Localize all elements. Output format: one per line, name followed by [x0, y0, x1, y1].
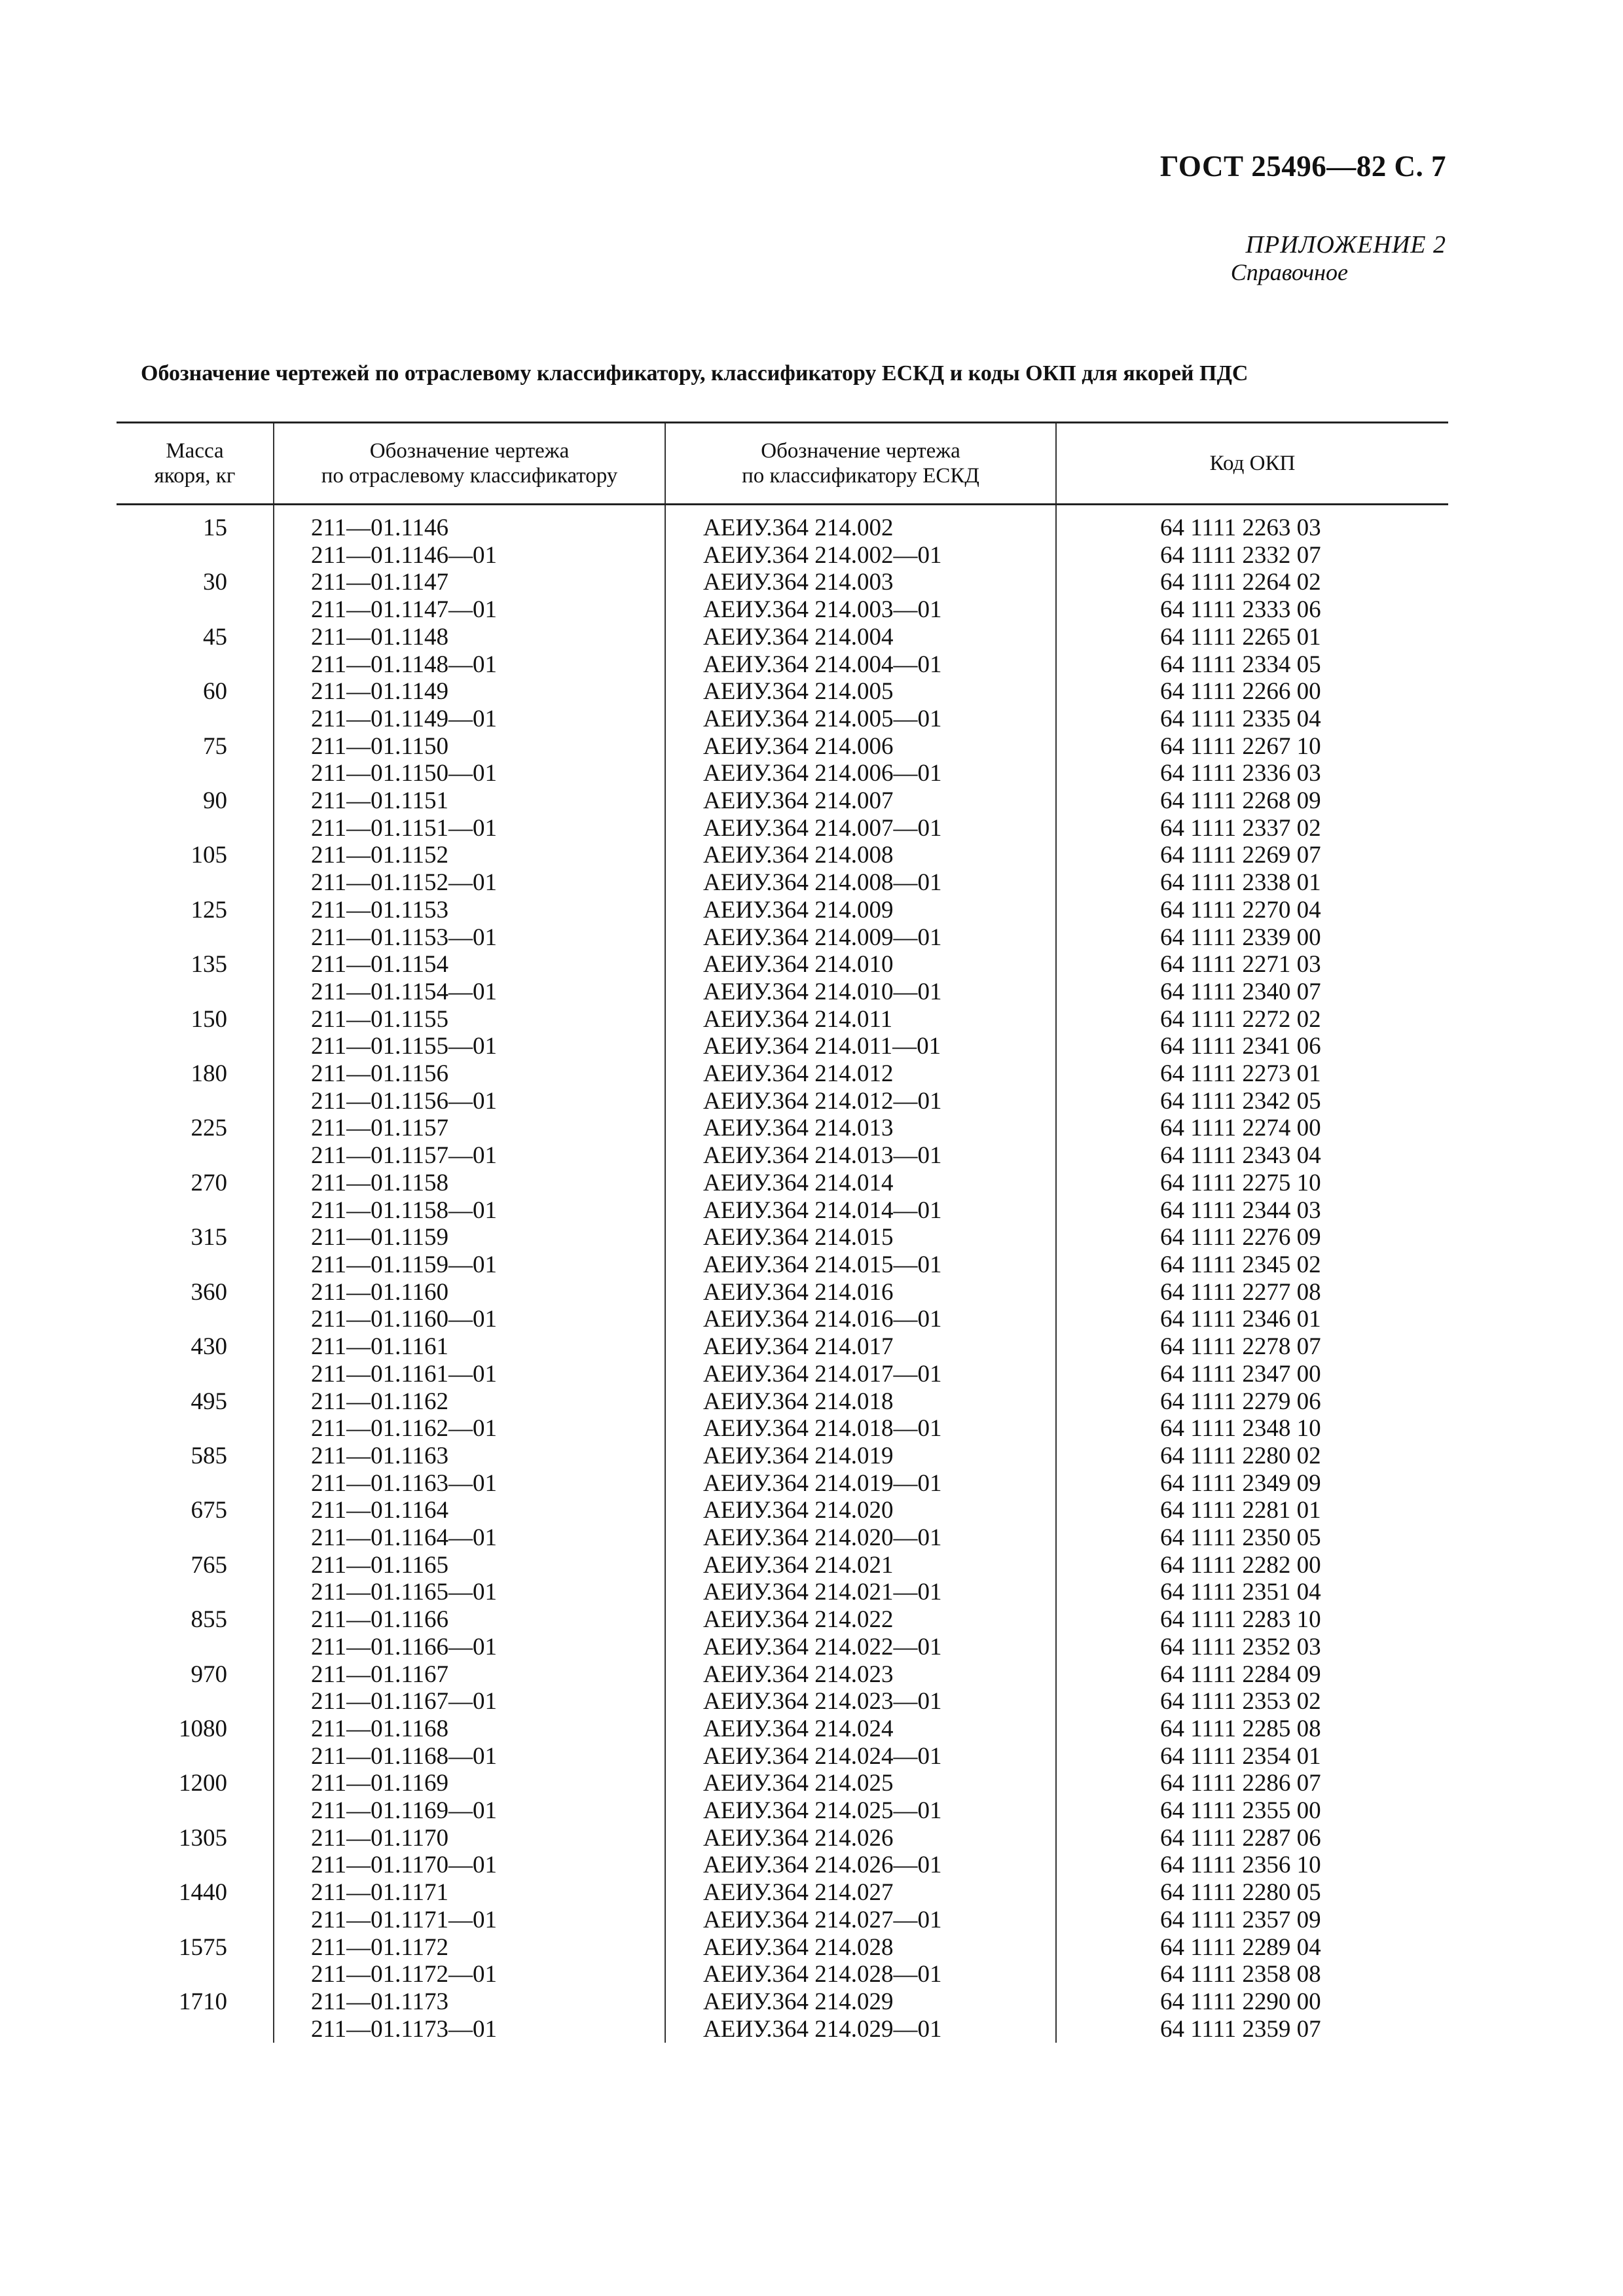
cell-mass: 855 — [191, 1606, 227, 1634]
cell-branch-designation: 211—01.1166 — [274, 1606, 665, 1634]
cell-branch-designation: 211—01.1147—01 — [274, 596, 665, 624]
cell-branch-designation: 211—01.1151—01 — [274, 815, 665, 842]
table-row — [117, 1415, 1448, 1443]
table-row — [117, 1115, 1448, 1142]
cell-okp-code: 64 1111 2351 04 — [1056, 1579, 1448, 1606]
cell-mass — [117, 1524, 274, 1552]
cell-branch-designation: 211—01.1164—01 — [274, 1524, 665, 1552]
cell-branch-designation: 211—01.1166—01 — [274, 1634, 665, 1661]
cell-mass: 15 — [203, 514, 227, 541]
cell-mass: 1440 — [179, 1879, 227, 1907]
table-row — [117, 624, 1448, 651]
cell-eskd-designation: АЕИУ.364 214.011—01 — [665, 1033, 1056, 1060]
cell-okp-code: 64 1111 2345 02 — [1056, 1251, 1448, 1279]
cell-eskd-designation: АЕИУ.364 214.023 — [665, 1661, 1056, 1689]
cell-okp-code: 64 1111 2343 04 — [1056, 1142, 1448, 1170]
header-line: по отраслевому классификатору — [321, 464, 618, 488]
cell-okp-code: 64 1111 2339 00 — [1056, 924, 1448, 952]
cell-branch-designation: 211—01.1153 — [274, 897, 665, 924]
cell-okp-code: 64 1111 2280 05 — [1056, 1879, 1448, 1907]
cell-okp-code: 64 1111 2342 05 — [1056, 1088, 1448, 1115]
cell-branch-designation: 211—01.1162 — [274, 1388, 665, 1416]
table-row — [117, 733, 1448, 761]
cell-eskd-designation: АЕИУ.364 214.009—01 — [665, 924, 1056, 952]
cell-branch-designation: 211—01.1154 — [274, 951, 665, 978]
table-row — [117, 1251, 1448, 1279]
cell-eskd-designation: АЕИУ.364 214.017—01 — [665, 1361, 1056, 1388]
cell-mass: 1710 — [179, 1988, 227, 2015]
cell-branch-designation: 211—01.1169—01 — [274, 1797, 665, 1825]
table-row — [117, 924, 1448, 952]
cell-branch-designation: 211—01.1161—01 — [274, 1361, 665, 1388]
cell-branch-designation: 211—01.1170 — [274, 1825, 665, 1852]
cell-eskd-designation: АЕИУ.364 214.002—01 — [665, 542, 1056, 569]
cell-okp-code: 64 1111 2340 07 — [1056, 978, 1448, 1006]
cell-okp-code: 64 1111 2289 04 — [1056, 1934, 1448, 1962]
cell-mass — [117, 1907, 274, 1934]
cell-mass — [117, 869, 274, 897]
cell-eskd-designation: АЕИУ.364 214.028—01 — [665, 1961, 1056, 1988]
cell-okp-code: 64 1111 2336 03 — [1056, 760, 1448, 787]
cell-mass — [117, 1415, 274, 1443]
cell-eskd-designation: АЕИУ.364 214.008 — [665, 842, 1056, 869]
cell-eskd-designation: АЕИУ.364 214.006—01 — [665, 760, 1056, 787]
cell-eskd-designation: АЕИУ.364 214.018—01 — [665, 1415, 1056, 1443]
cell-eskd-designation: АЕИУ.364 214.020—01 — [665, 1524, 1056, 1552]
cell-okp-code: 64 1111 2278 07 — [1056, 1333, 1448, 1361]
cell-branch-designation: 211—01.1172—01 — [274, 1961, 665, 1988]
cell-okp-code: 64 1111 2337 02 — [1056, 815, 1448, 842]
cell-eskd-designation: АЕИУ.364 214.007 — [665, 787, 1056, 815]
cell-mass: 150 — [191, 1005, 227, 1033]
cell-branch-designation: 211—01.1151 — [274, 787, 665, 815]
cell-branch-designation: 211—01.1170—01 — [274, 1852, 665, 1879]
cell-okp-code: 64 1111 2355 00 — [1056, 1797, 1448, 1825]
cell-mass — [117, 1634, 274, 1661]
cell-mass: 315 — [191, 1224, 227, 1251]
cell-branch-designation: 211—01.1173 — [274, 1988, 665, 2016]
cell-mass — [117, 760, 274, 787]
table-row — [117, 542, 1448, 569]
cell-eskd-designation: АЕИУ.364 214.018 — [665, 1388, 1056, 1416]
cell-okp-code: 64 1111 2349 09 — [1056, 1470, 1448, 1498]
table-row — [117, 1825, 1448, 1852]
table-row — [117, 1170, 1448, 1197]
cell-branch-designation: 211—01.1150 — [274, 733, 665, 761]
cell-okp-code: 64 1111 2286 07 — [1056, 1770, 1448, 1797]
cell-mass: 675 — [191, 1497, 227, 1524]
cell-eskd-designation: АЕИУ.364 214.002 — [665, 514, 1056, 542]
table-row — [117, 1988, 1448, 2016]
cell-okp-code: 64 1111 2268 09 — [1056, 787, 1448, 815]
cell-okp-code: 64 1111 2353 02 — [1056, 1688, 1448, 1715]
table-row — [117, 787, 1448, 815]
cell-mass — [117, 1251, 274, 1279]
table-row — [117, 1606, 1448, 1634]
cell-mass — [117, 2016, 274, 2043]
cell-okp-code: 64 1111 2346 01 — [1056, 1306, 1448, 1333]
cell-eskd-designation: АЕИУ.364 214.015—01 — [665, 1251, 1056, 1279]
cell-branch-designation: 211—01.1163 — [274, 1443, 665, 1470]
table-row — [117, 1443, 1448, 1470]
cell-eskd-designation: АЕИУ.364 214.014 — [665, 1170, 1056, 1197]
document-id: ГОСТ 25496—82 С. 7 — [1159, 150, 1446, 183]
cell-mass: 105 — [191, 842, 227, 869]
cell-eskd-designation: АЕИУ.364 214.010 — [665, 951, 1056, 978]
table-row — [117, 1688, 1448, 1715]
cell-eskd-designation: АЕИУ.364 214.011 — [665, 1006, 1056, 1033]
cell-okp-code: 64 1111 2357 09 — [1056, 1907, 1448, 1934]
cell-okp-code: 64 1111 2332 07 — [1056, 542, 1448, 569]
table-row — [117, 1197, 1448, 1225]
table-row — [117, 651, 1448, 679]
cell-mass: 1575 — [179, 1933, 227, 1961]
cell-branch-designation: 211—01.1157—01 — [274, 1142, 665, 1170]
cell-mass — [117, 596, 274, 624]
cell-okp-code: 64 1111 2356 10 — [1056, 1852, 1448, 1879]
cell-branch-designation: 211—01.1154—01 — [274, 978, 665, 1006]
cell-branch-designation: 211—01.1153—01 — [274, 924, 665, 952]
cell-branch-designation: 211—01.1152 — [274, 842, 665, 869]
cell-mass: 125 — [191, 896, 227, 924]
cell-eskd-designation: АЕИУ.364 214.014—01 — [665, 1197, 1056, 1225]
cell-mass: 135 — [191, 951, 227, 978]
table-row — [117, 1961, 1448, 1988]
cell-mass: 765 — [191, 1551, 227, 1579]
cell-branch-designation: 211—01.1158 — [274, 1170, 665, 1197]
cell-eskd-designation: АЕИУ.364 214.005—01 — [665, 706, 1056, 733]
cell-okp-code: 64 1111 2352 03 — [1056, 1634, 1448, 1661]
cell-okp-code: 64 1111 2348 10 — [1056, 1415, 1448, 1443]
cell-eskd-designation: АЕИУ.364 214.006 — [665, 733, 1056, 761]
cell-mass: 360 — [191, 1278, 227, 1306]
table-row — [117, 1470, 1448, 1498]
cell-mass — [117, 1088, 274, 1115]
header-spacer — [117, 505, 1448, 515]
cell-mass — [117, 651, 274, 679]
cell-okp-code: 64 1111 2341 06 — [1056, 1033, 1448, 1060]
cell-branch-designation: 211—01.1158—01 — [274, 1197, 665, 1225]
table-row — [117, 1907, 1448, 1934]
cell-eskd-designation: АЕИУ.364 214.026 — [665, 1825, 1056, 1852]
cell-mass — [117, 1033, 274, 1060]
table-row — [117, 1715, 1448, 1743]
table-row — [117, 1361, 1448, 1388]
cell-eskd-designation: АЕИУ.364 214.019 — [665, 1443, 1056, 1470]
header-line: якоря, кг — [154, 464, 236, 488]
cell-mass — [117, 815, 274, 842]
header-branch-designation — [274, 423, 665, 505]
header-mass — [117, 423, 274, 505]
table-row — [117, 815, 1448, 842]
cell-eskd-designation: АЕИУ.364 214.012—01 — [665, 1088, 1056, 1115]
cell-mass: 970 — [191, 1660, 227, 1688]
cell-okp-code: 64 1111 2267 10 — [1056, 733, 1448, 761]
cell-eskd-designation: АЕИУ.364 214.024—01 — [665, 1743, 1056, 1770]
cell-mass: 90 — [203, 787, 227, 815]
cell-okp-code: 64 1111 2265 01 — [1056, 624, 1448, 651]
cell-eskd-designation: АЕИУ.364 214.004 — [665, 624, 1056, 651]
cell-branch-designation: 211—01.1160 — [274, 1279, 665, 1306]
cell-eskd-designation: АЕИУ.364 214.022 — [665, 1606, 1056, 1634]
cell-mass — [117, 542, 274, 569]
cell-eskd-designation: АЕИУ.364 214.029—01 — [665, 2016, 1056, 2043]
table-row — [117, 1634, 1448, 1661]
cell-eskd-designation: АЕИУ.364 214.009 — [665, 897, 1056, 924]
cell-branch-designation: 211—01.1164 — [274, 1497, 665, 1524]
cell-mass — [117, 1579, 274, 1606]
cell-eskd-designation: АЕИУ.364 214.028 — [665, 1934, 1056, 1962]
table-row — [117, 706, 1448, 733]
cell-okp-code: 64 1111 2273 01 — [1056, 1060, 1448, 1088]
table-row — [117, 1852, 1448, 1879]
cell-okp-code: 64 1111 2279 06 — [1056, 1388, 1448, 1416]
table-row — [117, 1333, 1448, 1361]
table-row — [117, 1060, 1448, 1088]
cell-okp-code: 64 1111 2266 00 — [1056, 678, 1448, 706]
cell-mass — [117, 1852, 274, 1879]
cell-okp-code: 64 1111 2344 03 — [1056, 1197, 1448, 1225]
cell-mass: 45 — [203, 623, 227, 651]
cell-mass — [117, 1961, 274, 1988]
cell-branch-designation: 211—01.1156 — [274, 1060, 665, 1088]
cell-okp-code: 64 1111 2287 06 — [1056, 1825, 1448, 1852]
cell-eskd-designation: АЕИУ.364 214.025 — [665, 1770, 1056, 1797]
cell-okp-code: 64 1111 2271 03 — [1056, 951, 1448, 978]
header-eskd-designation — [665, 423, 1056, 505]
cell-eskd-designation: АЕИУ.364 214.012 — [665, 1060, 1056, 1088]
cell-okp-code: 64 1111 2334 05 — [1056, 651, 1448, 679]
table-body — [117, 514, 1448, 2043]
table-row — [117, 1388, 1448, 1416]
cell-eskd-designation: АЕИУ.364 214.025—01 — [665, 1797, 1056, 1825]
table-row — [117, 1224, 1448, 1251]
cell-branch-designation: 211—01.1168 — [274, 1715, 665, 1743]
appendix-type: Справочное — [1230, 259, 1348, 285]
header-line: Обозначение чертежа — [761, 439, 960, 463]
cell-okp-code: 64 1111 2275 10 — [1056, 1170, 1448, 1197]
cell-eskd-designation: АЕИУ.364 214.003 — [665, 569, 1056, 596]
anchor-table — [117, 422, 1448, 2043]
cell-eskd-designation: АЕИУ.364 214.008—01 — [665, 869, 1056, 897]
appendix-label: ПРИЛОЖЕНИЕ 2 — [1245, 231, 1446, 259]
table-row — [117, 1006, 1448, 1033]
cell-eskd-designation: АЕИУ.364 214.021—01 — [665, 1579, 1056, 1606]
cell-okp-code: 64 1111 2285 08 — [1056, 1715, 1448, 1743]
cell-okp-code: 64 1111 2284 09 — [1056, 1661, 1448, 1689]
cell-branch-designation: 211—01.1149 — [274, 678, 665, 706]
cell-eskd-designation: АЕИУ.364 214.022—01 — [665, 1634, 1056, 1661]
cell-eskd-designation: АЕИУ.364 214.029 — [665, 1988, 1056, 2016]
cell-okp-code: 64 1111 2358 08 — [1056, 1961, 1448, 1988]
cell-mass: 270 — [191, 1169, 227, 1196]
cell-mass: 30 — [203, 569, 227, 596]
cell-branch-designation: 211—01.1146 — [274, 514, 665, 542]
cell-mass — [117, 924, 274, 952]
cell-mass: 180 — [191, 1060, 227, 1088]
cell-eskd-designation: АЕИУ.364 214.016—01 — [665, 1306, 1056, 1333]
cell-eskd-designation: АЕИУ.364 214.004—01 — [665, 651, 1056, 679]
cell-mass — [117, 1797, 274, 1825]
header-line: Масса — [166, 439, 224, 463]
cell-mass — [117, 1361, 274, 1388]
cell-mass — [117, 1197, 274, 1225]
cell-eskd-designation: АЕИУ.364 214.024 — [665, 1715, 1056, 1743]
cell-mass: 225 — [191, 1115, 227, 1142]
table-row — [117, 569, 1448, 596]
table-row — [117, 678, 1448, 706]
table-row — [117, 951, 1448, 978]
table-row — [117, 897, 1448, 924]
cell-eskd-designation: АЕИУ.364 214.016 — [665, 1279, 1056, 1306]
cell-okp-code: 64 1111 2277 08 — [1056, 1279, 1448, 1306]
cell-mass — [117, 1470, 274, 1498]
table-row — [117, 514, 1448, 542]
cell-branch-designation: 211—01.1157 — [274, 1115, 665, 1142]
table-row — [117, 1524, 1448, 1552]
cell-mass — [117, 1306, 274, 1333]
cell-branch-designation: 211—01.1155—01 — [274, 1033, 665, 1060]
table-row — [117, 1033, 1448, 1060]
cell-eskd-designation: АЕИУ.364 214.017 — [665, 1333, 1056, 1361]
table-row — [117, 1661, 1448, 1689]
table-row — [117, 596, 1448, 624]
cell-okp-code: 64 1111 2359 07 — [1056, 2016, 1448, 2043]
table-row — [117, 1879, 1448, 1907]
cell-branch-designation: 211—01.1149—01 — [274, 706, 665, 733]
cell-branch-designation: 211—01.1148 — [274, 624, 665, 651]
header-line: Код ОКП — [1209, 452, 1296, 475]
cell-okp-code: 64 1111 2281 01 — [1056, 1497, 1448, 1524]
cell-branch-designation: 211—01.1165 — [274, 1552, 665, 1579]
cell-okp-code: 64 1111 2350 05 — [1056, 1524, 1448, 1552]
cell-eskd-designation: АЕИУ.364 214.013 — [665, 1115, 1056, 1142]
cell-okp-code: 64 1111 2333 06 — [1056, 596, 1448, 624]
table-row — [117, 1497, 1448, 1524]
cell-branch-designation: 211—01.1171 — [274, 1879, 665, 1907]
table-row — [117, 1088, 1448, 1115]
cell-branch-designation: 211—01.1148—01 — [274, 651, 665, 679]
cell-mass: 585 — [191, 1442, 227, 1469]
cell-okp-code: 64 1111 2280 02 — [1056, 1443, 1448, 1470]
cell-mass: 430 — [191, 1333, 227, 1361]
cell-okp-code: 64 1111 2272 02 — [1056, 1006, 1448, 1033]
cell-branch-designation: 211—01.1169 — [274, 1770, 665, 1797]
table-header-row — [117, 423, 1448, 505]
cell-branch-designation: 211—01.1173—01 — [274, 2016, 665, 2043]
cell-okp-code: 64 1111 2335 04 — [1056, 706, 1448, 733]
cell-okp-code: 64 1111 2264 02 — [1056, 569, 1448, 596]
cell-branch-designation: 211—01.1167—01 — [274, 1688, 665, 1715]
cell-branch-designation: 211—01.1162—01 — [274, 1415, 665, 1443]
table-row — [117, 1552, 1448, 1579]
cell-mass — [117, 1743, 274, 1770]
cell-okp-code: 64 1111 2354 01 — [1056, 1743, 1448, 1770]
cell-eskd-designation: АЕИУ.364 214.027—01 — [665, 1907, 1056, 1934]
header-line: Обозначение чертежа — [369, 439, 570, 463]
table-row — [117, 2016, 1448, 2043]
table-row — [117, 1142, 1448, 1170]
cell-eskd-designation: АЕИУ.364 214.020 — [665, 1497, 1056, 1524]
cell-branch-designation: 211—01.1152—01 — [274, 869, 665, 897]
cell-branch-designation: 211—01.1165—01 — [274, 1579, 665, 1606]
cell-okp-code: 64 1111 2290 00 — [1056, 1988, 1448, 2016]
cell-eskd-designation: АЕИУ.364 214.015 — [665, 1224, 1056, 1251]
cell-mass: 495 — [191, 1388, 227, 1415]
cell-mass: 1200 — [179, 1770, 227, 1797]
cell-mass: 60 — [203, 678, 227, 706]
cell-okp-code: 64 1111 2338 01 — [1056, 869, 1448, 897]
table-row — [117, 1306, 1448, 1333]
cell-eskd-designation: АЕИУ.364 214.003—01 — [665, 596, 1056, 624]
table-row — [117, 760, 1448, 787]
table-row — [117, 1279, 1448, 1306]
cell-okp-code: 64 1111 2276 09 — [1056, 1224, 1448, 1251]
table-row — [117, 1934, 1448, 1962]
cell-branch-designation: 211—01.1160—01 — [274, 1306, 665, 1333]
cell-okp-code: 64 1111 2282 00 — [1056, 1552, 1448, 1579]
table-row — [117, 842, 1448, 869]
cell-mass — [117, 1142, 274, 1170]
cell-okp-code: 64 1111 2347 00 — [1056, 1361, 1448, 1388]
cell-mass: 75 — [203, 732, 227, 760]
cell-eskd-designation: АЕИУ.364 214.007—01 — [665, 815, 1056, 842]
cell-branch-designation: 211—01.1163—01 — [274, 1470, 665, 1498]
cell-eskd-designation: АЕИУ.364 214.021 — [665, 1552, 1056, 1579]
table-row — [117, 1579, 1448, 1606]
cell-okp-code: 64 1111 2269 07 — [1056, 842, 1448, 869]
cell-branch-designation: 211—01.1172 — [274, 1934, 665, 1962]
cell-branch-designation: 211—01.1156—01 — [274, 1088, 665, 1115]
cell-eskd-designation: АЕИУ.364 214.005 — [665, 678, 1056, 706]
cell-okp-code: 64 1111 2274 00 — [1056, 1115, 1448, 1142]
cell-branch-designation: 211—01.1146—01 — [274, 542, 665, 569]
table-row — [117, 1770, 1448, 1797]
table-row — [117, 978, 1448, 1006]
table-row — [117, 1797, 1448, 1825]
cell-okp-code: 64 1111 2263 03 — [1056, 514, 1448, 542]
cell-branch-designation: 211—01.1167 — [274, 1661, 665, 1689]
table-row — [117, 869, 1448, 897]
cell-mass — [117, 706, 274, 733]
cell-eskd-designation: АЕИУ.364 214.013—01 — [665, 1142, 1056, 1170]
header-okp-code — [1056, 423, 1448, 505]
table-title: Обозначение чертежей по отраслевому классификатору, классификатору ЕСКД и коды ОКП для якорей ПДС — [141, 361, 1249, 386]
cell-mass: 1080 — [179, 1715, 227, 1742]
cell-branch-designation: 211—01.1150—01 — [274, 760, 665, 787]
cell-branch-designation: 211—01.1159—01 — [274, 1251, 665, 1279]
cell-branch-designation: 211—01.1171—01 — [274, 1907, 665, 1934]
cell-branch-designation: 211—01.1159 — [274, 1224, 665, 1251]
header-line: по классификатору ЕСКД — [742, 464, 979, 488]
cell-mass — [117, 1688, 274, 1715]
cell-okp-code: 64 1111 2283 10 — [1056, 1606, 1448, 1634]
cell-mass — [117, 978, 274, 1006]
cell-branch-designation: 211—01.1155 — [274, 1006, 665, 1033]
cell-branch-designation: 211—01.1161 — [274, 1333, 665, 1361]
cell-okp-code: 64 1111 2270 04 — [1056, 897, 1448, 924]
cell-eskd-designation: АЕИУ.364 214.027 — [665, 1879, 1056, 1907]
table-row — [117, 1743, 1448, 1770]
cell-mass: 1305 — [179, 1824, 227, 1852]
cell-eskd-designation: АЕИУ.364 214.026—01 — [665, 1852, 1056, 1879]
cell-eskd-designation: АЕИУ.364 214.010—01 — [665, 978, 1056, 1006]
cell-eskd-designation: АЕИУ.364 214.023—01 — [665, 1688, 1056, 1715]
cell-branch-designation: 211—01.1147 — [274, 569, 665, 596]
cell-branch-designation: 211—01.1168—01 — [274, 1743, 665, 1770]
cell-eskd-designation: АЕИУ.364 214.019—01 — [665, 1470, 1056, 1498]
